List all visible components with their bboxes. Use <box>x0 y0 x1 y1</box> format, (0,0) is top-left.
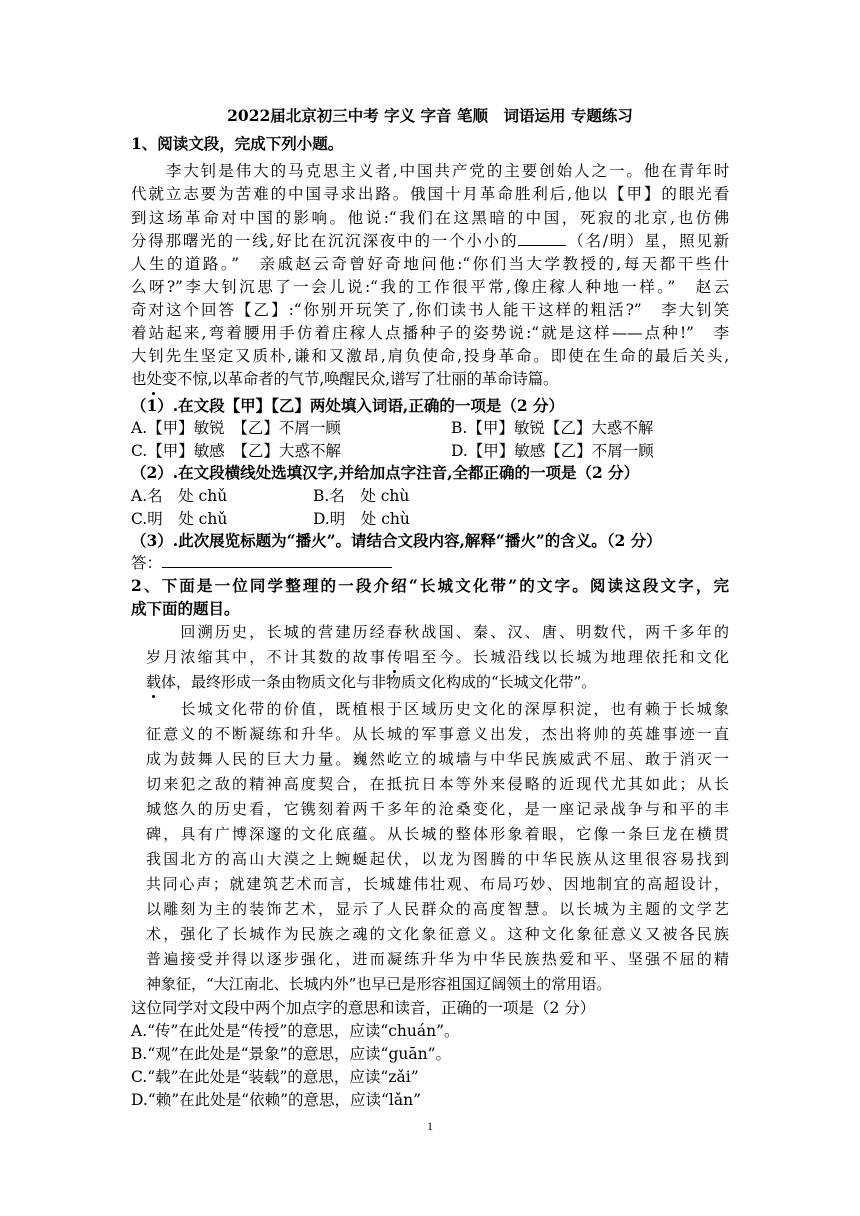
q2-passage-line: 碑，具有广博深邃的文化底蕴。从长城的整体形象着眼，它像一条巨龙在横贯 <box>146 825 729 843</box>
q2-passage-line: 城悠久的历史看，它镌刻着两千多年的沧桑变化，是一座记录战争与和平的丰 <box>146 800 729 818</box>
q2-option-b[interactable]: B.“观”在此处是“景象”的意思，应读“guān”。 <box>131 1045 451 1063</box>
q2-passage-text: 体，最终形成一条由物质文化与非物质文化构成的“长城文化带”。 <box>161 673 597 691</box>
q1-sub2-option-b[interactable]: B.名 处 chù <box>313 487 410 505</box>
q2-option-c[interactable]: C.“载”在此处是“装载”的意思，应读“zǎi” <box>131 1068 419 1086</box>
q2-option-d[interactable]: D.“赖”在此处是“依赖”的意思，应读“lǎn” <box>131 1091 422 1109</box>
q2-passage-line <box>146 671 596 693</box>
q1-sub3-stem: （3）.此次展览标题为“播火”。请结合文段内容,解释“播火”的含义。（2 分） <box>131 531 662 550</box>
q1-sub1-option-a[interactable]: A.【甲】敏锐 【乙】不屑一顾 <box>131 419 341 437</box>
q1-sub1-stem: （1）.在文段【甲】【乙】两处填入词语,正确的一项是（2 分） <box>131 396 565 415</box>
q1-passage-line: 么呀?”李大钊沉思了一会儿说:“我的工作很平常,像庄稼人种地一样。” 赵云 <box>131 278 729 296</box>
q1-sub1-option-c[interactable]: C.【甲】敏感 【乙】大惑不解 <box>131 442 341 460</box>
q2-passage-line <box>146 646 729 668</box>
q1-passage-line: 李大钊是伟大的马克思主义者,中国共产党的主要创始人之一。他在青年时 <box>131 162 729 180</box>
dotted-character: 载 <box>146 673 162 691</box>
q1-passage-line: 代就立志要为苦难的中国寻求出路。俄国十月革命胜利后,他以【甲】的眼光看 <box>131 185 729 203</box>
q2-passage-line: 我国北方的高山大漠之上蜿蜒起伏，以龙为图腾的中华民族从这里很容易找到 <box>146 850 729 868</box>
q1-sub2-option-c[interactable]: C.明 处 chǔ <box>131 510 228 528</box>
q2-passage-line: 神象征，“大江南北、长城内外”也早已是形容祖国辽阔领土的常用语。 <box>146 975 612 993</box>
q1-passage-line: 大钊先生坚定又质朴,谦和又激昂,肩负使命,投身革命。即使在生命的最后关头, <box>131 347 729 365</box>
q1-passage-line: 奇对这个回答【乙】:“你别开玩笑了,你们读书人能干这样的粗活?” 李大钊笑 <box>131 301 729 319</box>
page-number: 1 <box>427 1119 433 1133</box>
q1-sub2-option-d[interactable]: D.明 处 chù <box>313 510 410 528</box>
q1-passage-line: 到这场革命对中国的影响。他说:“我们在这黑暗的中国，死寂的北京,也仿佛 <box>131 209 729 227</box>
q2-passage-line: 切来犯之敌的精神高度契合，在抵抗日本等外来侵略的近现代尤其如此；从长 <box>146 775 729 793</box>
q2-passage-text: 岁月浓缩其中，不计其数的故事 <box>146 648 387 666</box>
answer-blank[interactable] <box>162 552 392 568</box>
q2-passage-line: 以雕刻为主的装饰艺术，显示了人民群众的高度智慧。以长城为主题的文学艺 <box>146 900 729 918</box>
q1-sub1-option-d[interactable]: D.【甲】敏感【乙】不屑一顾 <box>451 442 654 460</box>
q2-stem: 这位同学对文段中两个加点字的意思和读音，正确的一项是（2 分） <box>131 999 596 1017</box>
q2-passage-line: 征意义的不断凝练和升华。从长城的军事意义出发，杰出将帅的英雄事迹一直 <box>146 725 729 743</box>
q1-sub2-option-a[interactable]: A.名 处 chǔ <box>131 487 228 505</box>
q1-passage-line: 人生的道路。” 亲戚赵云奇曾好奇地问他:“你们当大学教授的,每天都干些什 <box>131 255 729 273</box>
dotted-character: 处 <box>146 370 162 388</box>
q2-passage-line: 普遍接受并得以逐步强化，进而凝练升华为中华民族热爱和平、坚强不屈的精 <box>146 950 729 968</box>
dotted-character: 传 <box>386 648 402 666</box>
q1-passage-line <box>131 230 729 252</box>
q2-passage-text: 唱至今。长城沿线以长城为地理依托和文化 <box>401 648 729 666</box>
question-1-heading: 1、阅读文段，完成下列小题。 <box>131 134 344 153</box>
q1-passage-text: 也 <box>131 370 147 388</box>
q1-passage-text: 变不惊,以革命者的气节,唤醒民众,谱写了壮丽的革命诗篇。 <box>161 370 559 388</box>
q2-passage-line: 成为鼓舞人民的巨大力量。巍然屹立的城墙与中华民族威武不屈、敢于消灭一 <box>146 750 729 768</box>
q1-sub1-option-b[interactable]: B.【甲】敏锐【乙】大惑不解 <box>451 419 654 437</box>
q2-passage-line: 回溯历史，长城的营建历经春秋战国、秦、汉、唐、明数代，两千多年的 <box>146 623 729 641</box>
q1-passage-text: 分得那曙光的一线,好比在沉沉深夜中的一个小小的 <box>131 232 519 250</box>
q1-passage-text: （名/明）星，照见新 <box>566 232 729 250</box>
fill-in-blank[interactable] <box>518 230 566 246</box>
q2-passage-line: 长城文化带的价值，既植根于区域历史文化的深厚积淀，也有赖于长城象 <box>146 700 729 718</box>
page-title: 2022届北京初三中考 字义 字音 笔顺 词语运用 专题练习 <box>227 106 633 125</box>
q1-passage-line: 着站起来,弯着腰用手仿着庄稼人点播种子的姿势说:“就是这样——点种!” 李 <box>131 324 729 342</box>
answer-line <box>131 552 392 574</box>
answer-label: 答： <box>131 554 163 572</box>
q2-passage-line: 术，强化了长城作为民族之魂的文化象征意义。这种文化象征意义又被各民族 <box>146 925 729 943</box>
q1-sub2-stem: （2）.在文段横线处选填汉字,并给加点字注音,全都正确的一项是（2 分） <box>131 463 640 482</box>
q2-passage-line: 共同心声；就建筑艺术而言，长城雄伟壮观、布局巧妙、因地制宜的高超设计， <box>146 875 729 893</box>
q2-option-a[interactable]: A.“传”在此处是“传授”的意思，应读“chuán”。 <box>131 1022 460 1040</box>
question-2-heading: 2、下面是一位同学整理的一段介绍“长城文化带”的文字。阅读这段文字，完 <box>131 576 729 595</box>
question-2-heading: 成下面的题目。 <box>131 599 240 618</box>
q1-passage-line <box>131 368 558 390</box>
